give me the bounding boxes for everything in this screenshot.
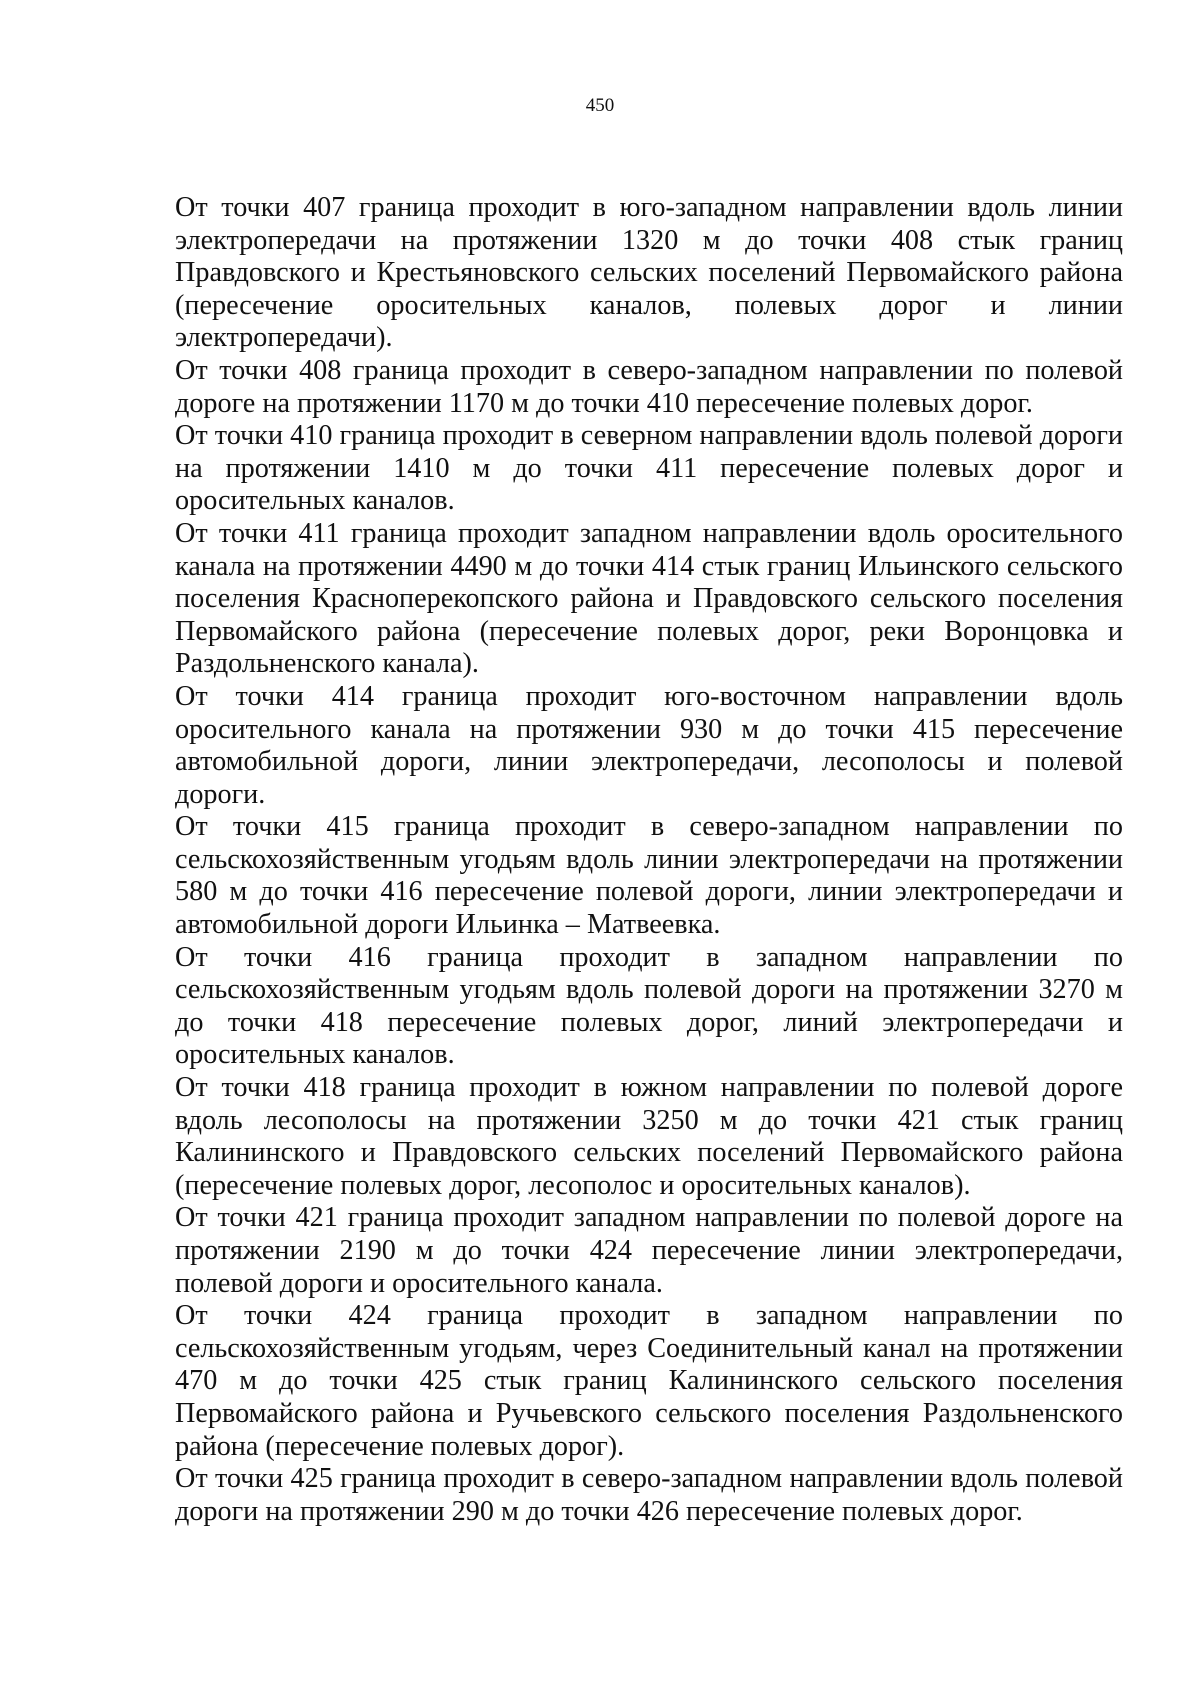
paragraph-point-414: От точки 414 граница проходит юго-восточном направлении вдоль оросительного канала на протяжении 930 м до точки 415 пересечение автомобильной дороги, линии электропередачи, лесополосы и полевой дороги.	[175, 680, 1123, 810]
paragraph-point-425: От точки 425 граница проходит в северо-западном направлении вдоль полевой дороги на протяжении 290 м до точки 426 пересечение полевых дорог.	[175, 1463, 1123, 1527]
document-body	[175, 192, 1123, 1528]
paragraph-point-410: От точки 410 граница проходит в северном направлении вдоль полевой дороги на протяжении 1410 м до точки 411 пересечение полевых дорог и оросительных каналов.	[175, 420, 1123, 517]
paragraph-point-408: От точки 408 граница проходит в северо-западном направлении по полевой дороге на протяжении 1170 м до точки 410 пересечение полевых дорог.	[175, 354, 1123, 419]
paragraph-point-411: От точки 411 граница проходит западном направлении вдоль оросительного канала на протяжении 4490 м до точки 414 стык границ Ильинского сельского поселения Красноперекопского района и Правдовского сельского поселения Первомайского района (пересечение полевых дорог, реки Воронцовка и Раздольненского канала).	[175, 517, 1123, 680]
paragraph-point-416: От точки 416 граница проходит в западном направлении по сельскохозяйственным угодьям вдоль полевой дороги на протяжении 3270 м до точки 418 пересечение полевых дорог, линий электропередачи и оросительных каналов.	[175, 941, 1123, 1071]
paragraph-point-418: От точки 418 граница проходит в южном направлении по полевой дороге вдоль лесополосы на протяжении 3250 м до точки 421 стык границ Калининского и Правдовского сельских поселений Первомайского района (пересечение полевых дорог, лесополос и оросительных каналов).	[175, 1072, 1123, 1201]
page-number: 450	[585, 95, 615, 116]
paragraph-point-424: От точки 424 граница проходит в западном направлении по сельскохозяйственным угодьям, через Соединительный канал на протяжении 470 м до точки 425 стык границ Калининского сельского поселения Первомайского района и Ручьевского сельского поселения Раздольненского района (пересечение полевых дорог).	[175, 1300, 1123, 1462]
paragraph-point-407: От точки 407 граница проходит в юго-западном направлении вдоль линии электропередачи на протяжении 1320 м до точки 408 стык границ Правдовского и Крестьяновского сельских поселений Первомайского района (пересечение оросительных каналов, полевых дорог и линии электропередачи).	[175, 192, 1123, 354]
paragraph-point-415: От точки 415 граница проходит в северо-западном направлении по сельскохозяйственным угодьям вдоль линии электропередачи на протяжении 580 м до точки 416 пересечение полевой дороги, линии электропередачи и автомобильной дороги Ильинка – Матвеевка.	[175, 811, 1123, 941]
paragraph-point-421: От точки 421 граница проходит западном направлении по полевой дороге на протяжении 2190 м до точки 424 пересечение линии электропередачи, полевой дороги и оросительного канала.	[175, 1202, 1123, 1299]
